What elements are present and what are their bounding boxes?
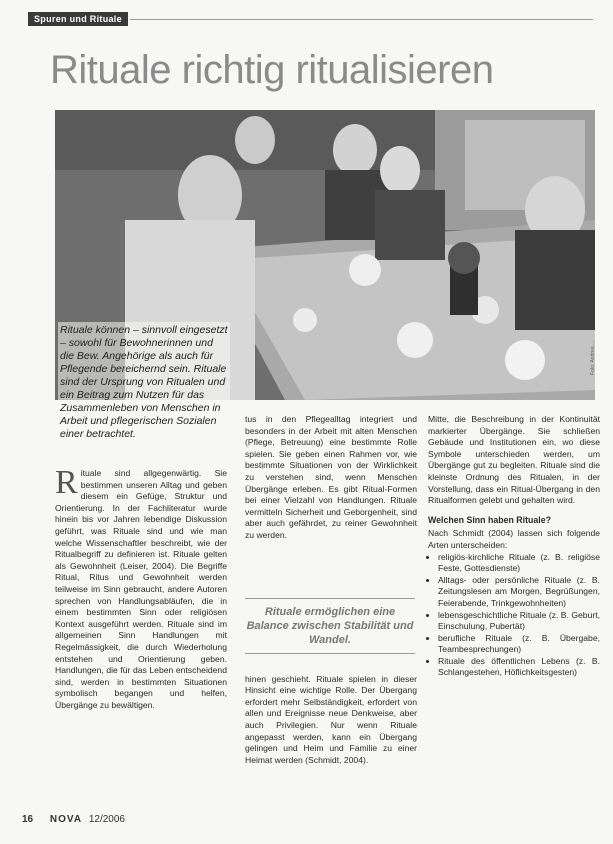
photo-credit: Foto: Andrea … bbox=[590, 340, 596, 376]
page-number: 16 bbox=[22, 814, 34, 825]
article-column-2 bbox=[245, 414, 417, 542]
photo-caption: Rituale können – sinnvoll eingesetzt – sowohl für Bewohnerinnen und die Bew. Angehörige als auch für Pflegende bereichernd sein. Rituale sind der Ursprung von Ritualen und ein Beitrag zum Nutzen für das Zusammenleben von Menschen in Arbeit und pflegerischen Sozialen einer betrachtet. bbox=[58, 322, 230, 443]
list-item: • lebensgeschichtliche Rituale (z. B. Geburt, Einschulung, Pubertät) bbox=[438, 610, 600, 633]
top-rule bbox=[130, 19, 593, 20]
column-2b-text: hinen geschieht. Rituale spielen in dieser Hinsicht eine wichtige Rolle. Der Übergang erfordert mehr Selbständigkeit, erfordert von allen und Ereignisse neue Denkweise, aber auch Privilegien. Nur wenn Rituale angepasst werden, kann ein Übergang gelingen und Heim und Familie zu einer Heimat werden (Schmidt, 2004). bbox=[245, 673, 417, 765]
issue-number: 12/2006 bbox=[88, 814, 125, 825]
article-column-2-continued bbox=[245, 665, 417, 775]
article-column-3 bbox=[428, 414, 600, 679]
list-item: • berufliche Rituale (z. B. Übergabe, Teambesprechungen) bbox=[438, 633, 600, 656]
column-2-text: tus in den Pflegealltag integriert und besonders in der Arbeit mit alten Menschen (Pflege, Betreuung) eine bestimmte Rolle spielen. Sie geben einen Rahmen vor, wie bestimmte Situationen von der Wirklichkeit zu verstehen sind, wenn Menschen Übergänge erleben. Es gibt Ritual-Formen bei einer Vielzahl von Handlungen. Rituale vermitteln Sicherheit und Geborgenheit, sind aber auch gefährdet, zu reiner Gewohnheit zu werden. bbox=[245, 414, 417, 540]
ritual-list bbox=[428, 552, 600, 680]
section-heading: Welchen Sinn haben Rituale? bbox=[428, 514, 552, 525]
page-title: Rituale richtig ritualisieren bbox=[50, 48, 494, 92]
column-1-text: ituale sind allgegenwärtig. Sie bestimmen unseren Alltag und geben diesem ein Gefüge, Struktur und Orientierung. In der Fachliteratur wurde hinein bis vor Jahren lebendige Diskussion geführt, was Rituale sind und wie man welche Wissenschaftler beschreibt, wie der Ritualbegriff zu definieren ist. Rituale gelten als Gewohnheit (Leiser, 2004). Die Begriffe Ritual, Ritus und Gewohnheit werden teilweise im Sinn gebraucht, andere Autoren sprechen von Handlungsabläufen, die in einem bestimmten Sinn oder religiösen Kontext ausgeführt werden. Rituale sind im allgemeinen Sinn Handlungen mit Regelmässigkeit, die durch Wiederholung entstehen und Orientierung geben. Handlungen, die für das Leben entscheidend sind, werden in bestimmten Situationen symbolisch begangen und helfen, Übergänge zu bewältigen. bbox=[55, 468, 227, 710]
list-item: • Alltags- oder persönliche Rituale (z. B. Zeitungslesen am Morgen, Begrüßungen, Feierabende, Trinkgewohnheiten) bbox=[438, 575, 600, 610]
article-column-1 bbox=[55, 464, 227, 711]
drop-cap: R bbox=[55, 464, 78, 501]
list-item: • religiös-kirchliche Rituale (z. B. religiöse Feste, Gottesdienste) bbox=[438, 552, 600, 575]
magazine-name: NOVA bbox=[49, 814, 83, 825]
list-intro: Nach Schmidt (2004) lassen sich folgende Arten unterscheiden: bbox=[428, 528, 600, 550]
page-footer bbox=[22, 814, 125, 825]
column-3-text: Mitte, die Beschreibung in der Kontinuität markierter Übergänge. Sie schließen Gebäude und Institutionen ein, wo diese Symbole unterschieden werden, um Übergänge gut zu begleiten. Rituale sind die kleinste Ordnung des Ritualen, in der Vorstellung, dass ein Ritual-Übergang in den Ritualformen gelebt und gehalten wird. bbox=[428, 414, 600, 506]
section-tag: Spuren und Rituale bbox=[28, 12, 128, 26]
list-item: • Rituale des öffentlichen Lebens (z. B. Schlangestehen, Höflichkeitsgesten) bbox=[438, 656, 600, 679]
pull-quote: Rituale ermöglichen eine Balance zwischen Stabilität und Wandel. bbox=[245, 598, 415, 654]
